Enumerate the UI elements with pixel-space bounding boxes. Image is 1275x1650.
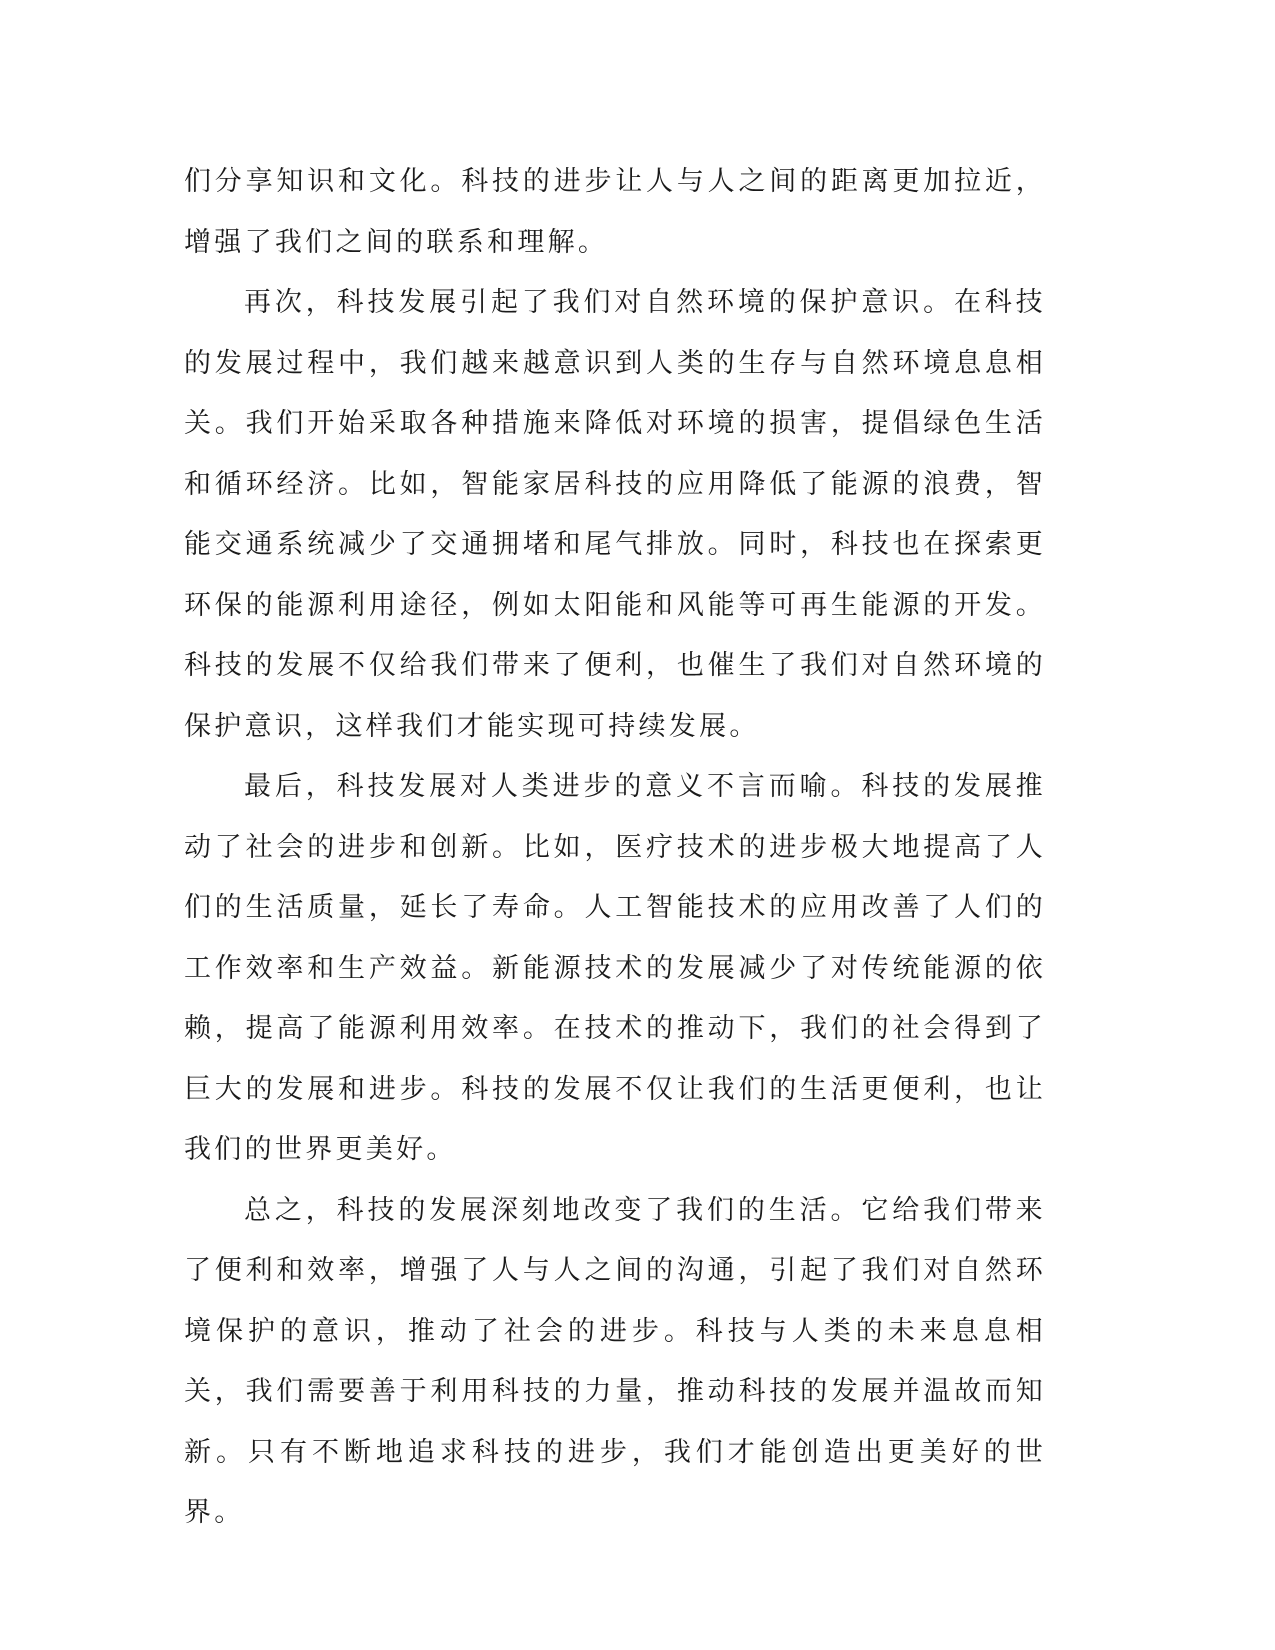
paragraph-continuation: 们分享知识和文化。科技的进步让人与人之间的距离更加拉近，增强了我们之间的联系和理解。 [184,166,1046,258]
paragraph-progress: 最后，科技发展对人类进步的意义不言而喻。科技的发展推动了社会的进步和创新。比如，医疗技术的进步极大地提高了人们的生活质量，延长了寿命。人工智能技术的应用改善了人们的工作效率和生产效益。新能源技术的发展减少了对传统能源的依赖，提高了能源利用效率。在技术的推动下，我们的社会得到了巨大的发展和进步。科技的发展不仅让我们的生活更便利，也让我们的世界更美好。 [184,771,1046,1165]
body-text [184,152,1046,1544]
paragraph-environment: 再次，科技发展引起了我们对自然环境的保护意识。在科技的发展过程中，我们越来越意识到人类的生存与自然环境息息相关。我们开始采取各种措施来降低对环境的损害，提倡绿色生活和循环经济。比如，智能家居科技的应用降低了能源的浪费，智能交通系统减少了交通拥堵和尾气排放。同时，科技也在探索更环保的能源利用途径，例如太阳能和风能等可再生能源的开发。科技的发展不仅给我们带来了便利，也催生了我们对自然环境的保护意识，这样我们才能实现可持续发展。 [184,287,1046,742]
paragraph-conclusion: 总之，科技的发展深刻地改变了我们的生活。它给我们带来了便利和效率，增强了人与人之间的沟通，引起了我们对自然环境保护的意识，推动了社会的进步。科技与人类的未来息息相关，我们需要善于利用科技的力量，推动科技的发展并温故而知新。只有不断地追求科技的进步，我们才能创造出更美好的世界。 [184,1194,1046,1528]
